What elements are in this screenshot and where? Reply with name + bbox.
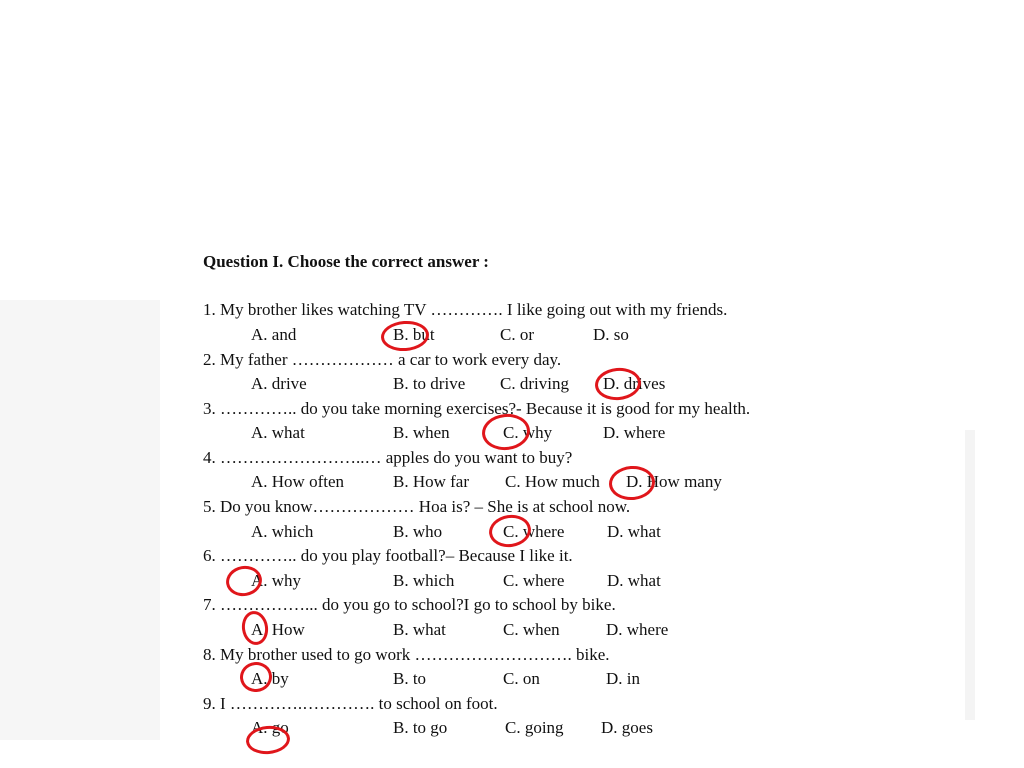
- question-4-option-b: B. How far: [393, 472, 470, 491]
- question-9-option-d: D. goes: [601, 718, 653, 737]
- question-4-stem: 4. ……………………..… apples do you want to buy?: [203, 448, 573, 467]
- question-5-stem: 5. Do you know……………… Hoa is? – She is at school now.: [203, 497, 631, 516]
- question-1-stem: 1. My brother likes watching TV …………. I like going out with my friends.: [203, 300, 728, 319]
- page-title: Question I. Choose the correct answer :: [203, 252, 489, 271]
- question-2-option-d: D. drives: [603, 374, 666, 393]
- question-5-option-a: A. which: [251, 522, 314, 541]
- question-6-option-a: A. why: [251, 571, 302, 590]
- question-6-option-b: B. which: [393, 571, 455, 590]
- answer-circle-q1-b: [380, 319, 430, 352]
- answer-circle-q4-d: [608, 464, 656, 501]
- question-4-option-c: C. How much: [505, 472, 600, 491]
- question-5-option-d: D. what: [607, 522, 661, 541]
- question-9-stem: 9. I ………….…………. to school on foot.: [203, 694, 498, 713]
- question-8-option-c: C. on: [503, 669, 540, 688]
- answer-circle-q6-a: [224, 563, 265, 599]
- question-7-stem: 7. ……………... do you go to school?I go to school by bike.: [203, 595, 616, 614]
- question-1-option-d: D. so: [593, 325, 629, 344]
- answer-circle-q5-c: [487, 512, 533, 550]
- question-3-option-d: D. where: [603, 423, 666, 442]
- question-7-option-d: D. where: [606, 620, 669, 639]
- question-4-option-d: D. How many: [626, 472, 722, 491]
- question-8-option-b: B. to: [393, 669, 427, 688]
- scan-artifact-right: [965, 430, 975, 720]
- question-7-option-a: A. How: [251, 620, 305, 639]
- question-8-option-d: D. in: [606, 669, 640, 688]
- question-1-option-c: C. or: [500, 325, 534, 344]
- question-7-option-b: B. what: [393, 620, 446, 639]
- question-2-option-a: A. drive: [251, 374, 307, 393]
- question-3-option-c: C. why: [503, 423, 553, 442]
- question-1-option-a: A. and: [251, 325, 297, 344]
- question-5-option-b: B. who: [393, 522, 443, 541]
- question-3-option-b: B. when: [393, 423, 450, 442]
- answer-circle-q2-d: [594, 366, 643, 402]
- question-4-option-a: A. How often: [251, 472, 345, 491]
- question-5-option-c: C. where: [503, 522, 565, 541]
- question-3-option-a: A. what: [251, 423, 305, 442]
- question-6-option-d: D. what: [607, 571, 661, 590]
- question-2-stem: 2. My father ……………… a car to work every day.: [203, 350, 562, 369]
- question-6-option-c: C. where: [503, 571, 565, 590]
- question-8-option-a: A. by: [251, 669, 289, 688]
- question-9-option-b: B. to go: [393, 718, 448, 737]
- question-2-option-c: C. driving: [500, 374, 569, 393]
- scan-artifact-left: [0, 300, 160, 740]
- question-9-option-c: C. going: [505, 718, 564, 737]
- question-8-stem: 8. My brother used to go work ………………………. bike.: [203, 645, 610, 664]
- question-9-option-a: A. go: [251, 718, 289, 737]
- question-7-option-c: C. when: [503, 620, 560, 639]
- question-2-option-b: B. to drive: [393, 374, 466, 393]
- question-6-stem: 6. ………….. do you play football?– Because I like it.: [203, 546, 573, 565]
- question-3-stem: 3. ………….. do you take morning exercises?- Because it is good for my health.: [203, 399, 751, 418]
- question-1-option-b: B. but: [393, 325, 435, 344]
